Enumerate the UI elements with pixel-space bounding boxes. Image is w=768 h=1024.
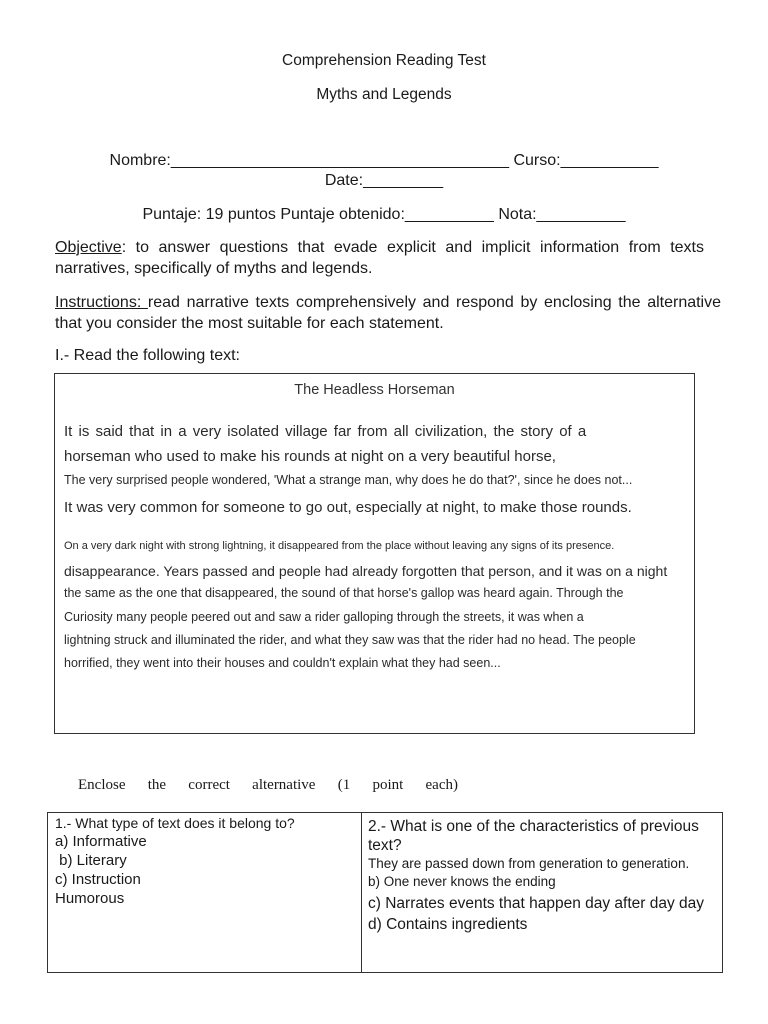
questions-table	[47, 812, 723, 973]
test-title: Comprehension Reading Test	[282, 52, 486, 69]
story-box	[54, 373, 695, 734]
question-2-option-a[interactable]: They are passed down from generation to generation.	[368, 856, 690, 871]
table-divider	[361, 813, 362, 972]
instructions-label: Instructions:	[55, 294, 148, 311]
enclose-instruction: Enclose the correct alternative (1 point each)	[78, 777, 458, 793]
section-one-heading: I.- Read the following text:	[55, 347, 240, 364]
question-2	[368, 817, 724, 934]
question-1	[55, 815, 355, 908]
instructions-text: read narrative texts comprehensively and respond by enclosing the alternative that you consider the most suitable for each statement.	[55, 294, 722, 332]
story-line: disappearance. Years passed and people had already forgotten that person, and it was on a night	[64, 563, 668, 579]
objective-text: : to answer questions that evade explicit and implicit information from texts narratives, specifically of myths and legends.	[55, 239, 704, 277]
story-line: the same as the one that disappeared, the sound of that horse's gallop was heard again. Through the	[64, 586, 624, 600]
instructions-paragraph	[55, 292, 721, 334]
story-line: horrified, they went into their houses and couldn't explain what they had seen...	[64, 656, 501, 670]
question-1-option-a[interactable]: a) Informative	[55, 833, 147, 850]
story-line: It was very common for someone to go out, especially at night, to make those rounds.	[64, 499, 632, 516]
story-title: The Headless Horseman	[294, 382, 455, 398]
test-subtitle: Myths and Legends	[316, 86, 452, 103]
question-1-text: 1.- What type of text does it belong to?	[55, 815, 295, 831]
question-2-option-d[interactable]: d) Contains ingredients	[368, 916, 528, 933]
question-2-option-c[interactable]: c) Narrates events that happen day after day day	[368, 895, 705, 912]
name-course-line: Nombre:______________________________________ Curso:___________	[109, 152, 659, 169]
story-line: On a very dark night with strong lightning, it disappeared from the place without leaving any signs of its presence.	[64, 540, 615, 552]
story-line: Curiosity many people peered out and saw a rider galloping through the streets, it was when a	[64, 610, 584, 624]
story-line: It is said that in a very isolated village far from all civilization, the story of a	[64, 423, 587, 440]
story-line: horseman who used to make his rounds at night on a very beautiful horse,	[64, 448, 556, 465]
question-1-option-b[interactable]: b) Literary	[55, 852, 127, 869]
question-2-option-b[interactable]: b) One never knows the ending	[368, 874, 556, 889]
date-line: Date:_________	[324, 172, 444, 189]
objective-label: Objective	[55, 239, 122, 256]
question-2-text: 2.- What is one of the characteristics of previous text?	[368, 818, 699, 854]
objective-paragraph	[55, 237, 704, 279]
story-line: The very surprised people wondered, 'What a strange man, why does he do that?', since he does not...	[64, 473, 633, 487]
story-line: lightning struck and illuminated the rider, and what they saw was that the rider had no head. The people	[64, 633, 636, 647]
question-1-option-d[interactable]: Humorous	[55, 890, 125, 907]
score-line: Puntaje: 19 puntos Puntaje obtenido:__________ Nota:__________	[142, 206, 626, 223]
question-1-option-c[interactable]: c) Instruction	[55, 871, 141, 888]
